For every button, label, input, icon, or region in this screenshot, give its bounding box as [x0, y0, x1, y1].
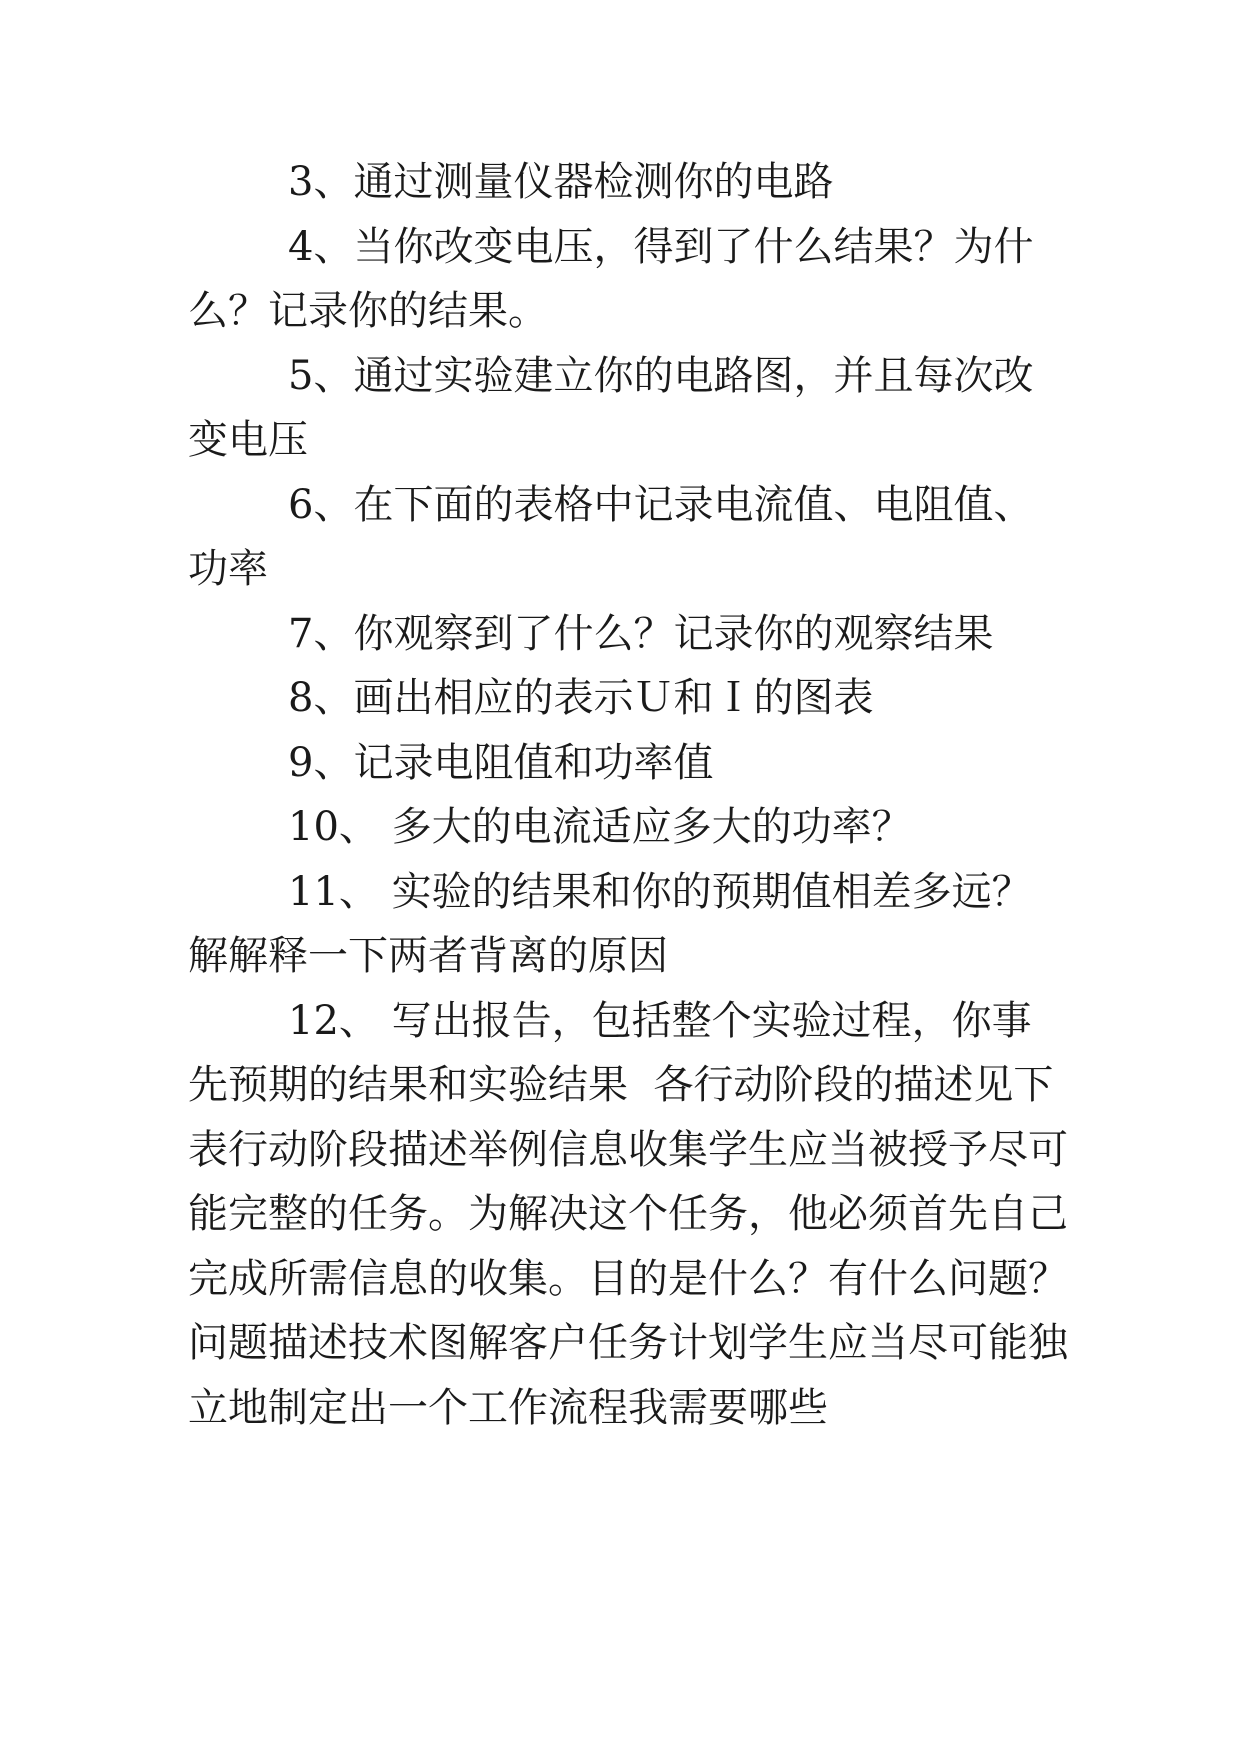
paragraph-step-9: 9、记录电阻值和功率值: [288, 739, 714, 786]
document-body: [188, 150, 1068, 1440]
paragraph-step-4: 4、当你改变电压，得到了什么结果？为什么？记录你的结果。: [188, 223, 1034, 334]
paragraph-step-10: 10、 多大的电流适应多大的功率？: [288, 804, 912, 850]
paragraph-step-8: 8、画出相应的表示Ｕ和Ｉ的图表: [288, 675, 874, 721]
paragraph-step-7: 7、你观察到了什么？记录你的观察结果: [288, 610, 994, 657]
paragraph-step-6: 6、在下面的表格中记录电流值、电阻值、功率: [188, 481, 1034, 592]
paragraph-step-3: 3、通过测量仪器检测你的电路: [288, 159, 834, 205]
paragraph-step-11: 11、 实验的结果和你的预期值相差多远？解解释一下两者背离的原因: [188, 868, 1032, 979]
paragraph-step-12: 12、 写出报告，包括整个实验过程，你事先预期的结果和实验结果 各行动阶段的描述见下表行动阶段描述举例信息收集学生应当被授予尽可能完整的任务。为解决这个任务，他必须首先自己完成所需信息的收集。目的是什么？有什么问题？问题描述技术图解客户任务计划学生应当尽可能独立地制定出一个工作流程我需要哪些: [188, 997, 1068, 1431]
paragraph-step-5: 5、通过实验建立你的电路图，并且每次改变电压: [188, 352, 1034, 463]
